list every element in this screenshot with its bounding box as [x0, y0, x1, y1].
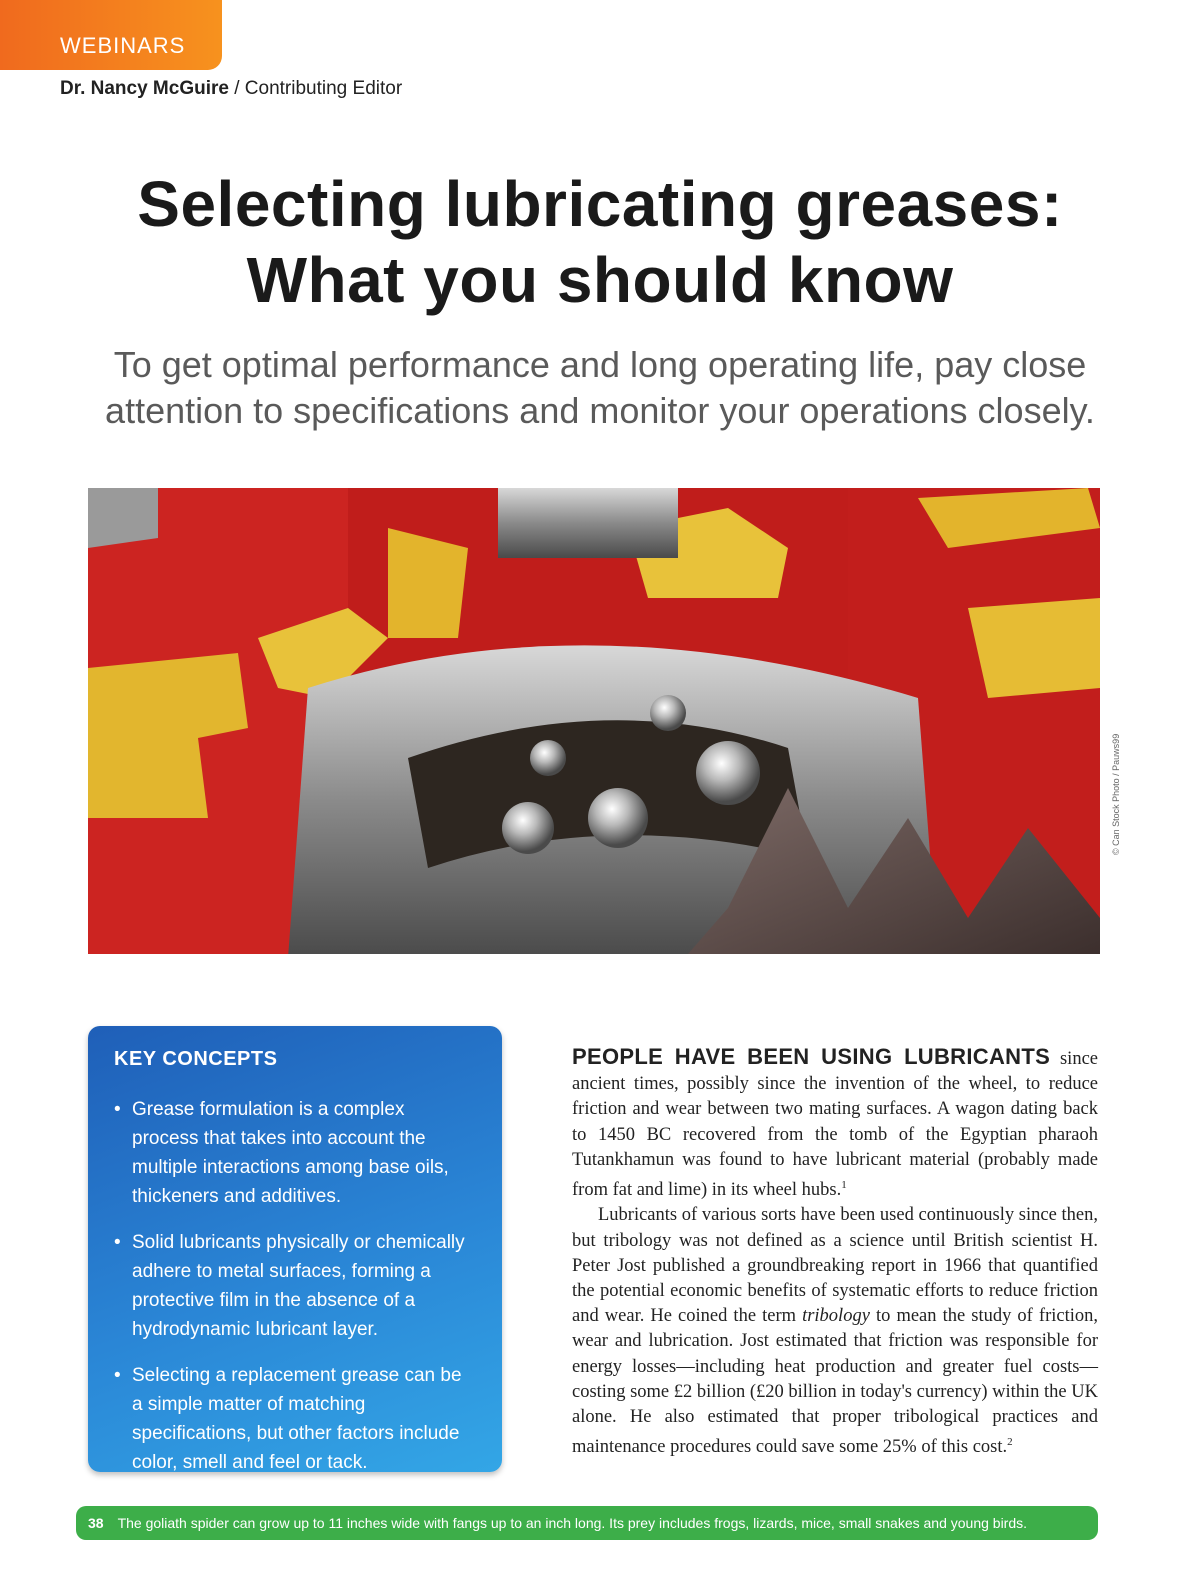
article-deck — [60, 342, 1140, 434]
body-paragraph-1 — [572, 1044, 1098, 1203]
byline-separator: / — [228, 78, 245, 99]
photo-credit: © Can Stock Photo / Pauws99 — [1111, 733, 1121, 855]
footer-fact-bar — [76, 1506, 1098, 1540]
author-role: Contributing Editor — [244, 78, 403, 99]
key-concepts-list — [114, 1095, 476, 1477]
key-concepts-heading: KEY CONCEPTS — [114, 1048, 278, 1070]
term-tribology: tribology — [802, 1306, 870, 1327]
key-concepts-box — [88, 1026, 502, 1472]
paragraph-1-text: since ancient times, possibly since the invention of the wheel, to reduce friction and wear between two mating surfaces. A wagon dating back to 1450 BC recovered from the tomb of the Egyptian pharaoh Tutankhamun was found to have lubricant material (probably made from fat and lime) in its wheel hubs. — [572, 1049, 1098, 1201]
section-tab: WEBINARS — [0, 0, 222, 70]
hero-photo-bearing — [88, 488, 1100, 954]
title-line-2: What you should know — [246, 244, 954, 316]
paragraph-2-text-a: Lubricants of various sorts have been used continuously since then, but tribology was not defined as a science until British scientist H. Peter Jost published a groundbreaking report in 1966 that quantified the potential economic benefits of systematic efforts to reduce friction and wear. He coined the term — [572, 1205, 1098, 1327]
bearing-cutaway-illustration — [88, 488, 1100, 954]
byline — [60, 78, 402, 100]
key-concept-item: • Grease formulation is a complex process that takes into account the multiple interactions among base oils, thickeners and additives. — [114, 1095, 476, 1211]
deck-line-2: attention to specifications and monitor your operations closely. — [105, 390, 1095, 431]
key-concept-item: • Solid lubricants physically or chemically adhere to metal surfaces, forming a protective film in the absence of a hydrodynamic lubricant layer. — [114, 1228, 476, 1344]
paragraph-2-text-b: to mean the study of friction, wear and lubrication. Jost estimated that friction was responsible for energy losses—including heat production and greater fuel costs—costing some £2 billion (£20 billion in today's currency) within the UK alone. He also estimated that proper tribological practices and maintenance procedures could save some 25% of this cost. — [572, 1306, 1098, 1458]
lead-in: PEOPLE HAVE BEEN USING LUBRICANTS — [572, 1044, 1051, 1069]
reference-marker: 2 — [1007, 1436, 1013, 1449]
article-body — [572, 1044, 1098, 1461]
title-line-1: Selecting lubricating greases: — [137, 168, 1063, 240]
deck-line-1: To get optimal performance and long operating life, pay close — [113, 344, 1087, 385]
footer-fact: The goliath spider can grow up to 11 inches wide with fangs up to an inch long. Its prey includes frogs, lizards, mice, small snakes and young birds. — [117, 1515, 1028, 1531]
author-name: Dr. Nancy McGuire — [60, 78, 229, 99]
reference-marker: 1 — [841, 1179, 847, 1192]
body-paragraph-2 — [572, 1203, 1098, 1460]
article-title — [60, 166, 1140, 318]
key-concept-item: • Selecting a replacement grease can be a simple matter of matching specifications, but other factors include color, smell and feel or tack. — [114, 1361, 476, 1477]
page-number: 38 — [88, 1515, 104, 1531]
